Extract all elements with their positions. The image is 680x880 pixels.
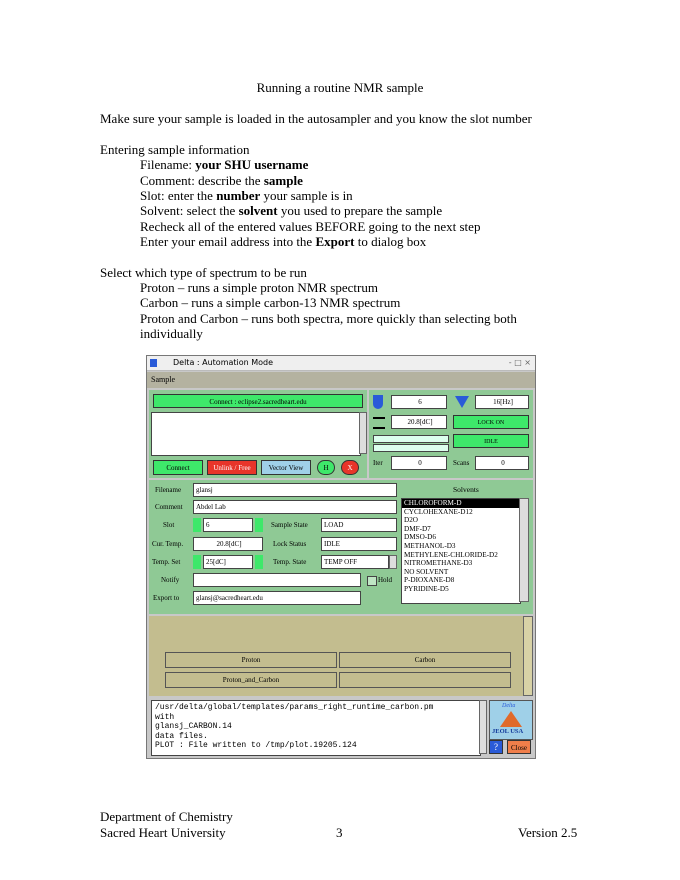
- temp-set-decrement[interactable]: [193, 555, 201, 569]
- proton-button[interactable]: Proton: [165, 652, 337, 668]
- log-line: PLOT : File written to /tmp/plot.19205.124: [155, 741, 357, 750]
- entering-line: Solvent: select the solvent you used to prepare the sample: [140, 203, 443, 218]
- spin-rate: 16[Hz]: [475, 395, 529, 409]
- delta-automation-window: [146, 355, 536, 759]
- filename-input[interactable]: glansj: [193, 483, 397, 497]
- temp-state-spinner[interactable]: [389, 555, 397, 569]
- solvents-scrollbar[interactable]: [519, 498, 529, 602]
- green-icon-button[interactable]: H: [317, 460, 335, 475]
- connect-button[interactable]: Connect: [153, 460, 203, 475]
- temp-display: 20.8[dC]: [391, 415, 447, 429]
- slot-decrement[interactable]: [193, 518, 201, 532]
- notify-input[interactable]: [193, 573, 361, 587]
- comment-label: Comment: [155, 503, 183, 511]
- jeol-logo: [489, 700, 533, 740]
- experiment-panel: [149, 616, 533, 696]
- hold-label: Hold: [378, 576, 392, 584]
- window-controls[interactable]: - □ ×: [508, 358, 531, 367]
- connect-log: [151, 412, 361, 456]
- solvents-title: Solvents: [453, 485, 479, 494]
- sample-form-panel: [149, 480, 533, 614]
- footer-version: Version 2.5: [518, 825, 578, 840]
- solvent-item[interactable]: PYRIDINE-D5: [404, 584, 449, 593]
- menu-sample[interactable]: Sample: [151, 375, 175, 384]
- solvent-item[interactable]: NO SOLVENT: [404, 567, 449, 576]
- lock-status-label: Lock Status: [273, 540, 307, 548]
- log-line: glansj_CARBON.14: [155, 722, 232, 731]
- window-titlebar: [147, 356, 535, 371]
- lock-on-indicator: LOCK ON: [453, 415, 529, 429]
- select-line: Proton – runs a simple proton NMR spectrum: [140, 280, 378, 295]
- footer-department: Department of Chemistry: [100, 809, 233, 824]
- temp-state-label: Temp. State: [273, 558, 307, 566]
- entering-line: Recheck all of the entered values BEFORE going to the next step: [140, 219, 481, 234]
- spinner-icon: [455, 396, 469, 408]
- temp-set-input[interactable]: 25[dC]: [203, 555, 253, 569]
- footer-university: Sacred Heart University: [100, 825, 226, 840]
- filename-label: Filename: [155, 486, 182, 494]
- entering-line: Filename: your SHU username: [140, 157, 309, 172]
- export-input[interactable]: glansj@sacredheart.edu: [193, 591, 361, 605]
- triangle-logo-icon: [500, 711, 522, 727]
- connect-status: Connect : eclipse2.sacredheart.edu: [153, 394, 363, 408]
- spin-value: 6: [391, 395, 447, 409]
- solvent-item[interactable]: DMSO-D6: [404, 533, 436, 542]
- menu-bar: [147, 372, 535, 388]
- log-line: with: [155, 712, 175, 722]
- hold-checkbox[interactable]: [367, 576, 377, 586]
- log-output: [151, 700, 481, 756]
- comment-input[interactable]: Abdel Lab: [193, 500, 397, 514]
- window-title: Delta : Automation Mode: [173, 358, 274, 367]
- connect-log-scrollbar[interactable]: [359, 412, 367, 454]
- export-label: Export to: [153, 594, 180, 602]
- select-line: Proton and Carbon – runs both spectra, more quickly than selecting both: [140, 311, 517, 326]
- cur-temp-value: 20.8[dC]: [193, 537, 263, 551]
- proton-and-carbon-button[interactable]: Proton_and_Carbon: [165, 672, 337, 688]
- scans-label: Scans: [453, 459, 470, 467]
- solvent-item[interactable]: D2O: [404, 516, 418, 525]
- level-meter-2: [373, 444, 449, 452]
- temp-set-label: Temp. Set: [152, 558, 181, 566]
- app-icon: [150, 359, 157, 367]
- flask-icon: [373, 395, 383, 409]
- solvent-item[interactable]: P-DIOXANE-D8: [404, 576, 455, 585]
- status-panel: [369, 390, 533, 478]
- solvent-item[interactable]: CYCLOHEXANE-D12: [404, 507, 473, 516]
- red-icon-button[interactable]: X: [341, 460, 359, 475]
- entering-line: Slot: enter the number your sample is in: [140, 188, 353, 203]
- carbon-button[interactable]: Carbon: [339, 652, 511, 668]
- close-button[interactable]: Close: [507, 740, 531, 754]
- help-button[interactable]: ?: [489, 740, 503, 754]
- empty-experiment-button[interactable]: [339, 672, 511, 688]
- unlink-free-button[interactable]: Unlink / Free: [207, 460, 257, 475]
- log-line: data files.: [155, 731, 208, 741]
- iter-label: Iter: [373, 459, 383, 467]
- log-line: /usr/delta/global/templates/params_right_runtime_carbon.pm: [155, 703, 434, 712]
- log-panel: [149, 698, 533, 756]
- log-scrollbar[interactable]: [479, 700, 487, 754]
- cur-temp-label: Cur. Temp.: [152, 540, 184, 548]
- vector-view-button[interactable]: Vector View: [261, 460, 311, 475]
- select-line: Carbon – runs a simple carbon-13 NMR spectrum: [140, 295, 401, 310]
- intro-text: Make sure your sample is loaded in the autosampler and you know the slot number: [100, 111, 532, 126]
- level-meter-1: [373, 435, 449, 443]
- slot-increment[interactable]: [255, 518, 263, 532]
- select-line: individually: [140, 326, 203, 341]
- temp-icon: [373, 417, 385, 429]
- lock-status-value: IDLE: [321, 537, 397, 551]
- entering-heading: Entering sample information: [100, 142, 250, 157]
- solvent-item[interactable]: METHANOL-D3: [404, 541, 456, 550]
- sample-state-value: LOAD: [321, 518, 397, 532]
- slot-label: Slot: [163, 521, 175, 529]
- idle-indicator: IDLE: [453, 434, 529, 448]
- page-title: Running a routine NMR sample: [256, 80, 424, 95]
- page-number: 3: [336, 825, 343, 840]
- solvent-item[interactable]: DMF-D7: [404, 524, 431, 533]
- entering-line: Enter your email address into the Export to dialog box: [140, 234, 427, 249]
- temp-state-select[interactable]: TEMP OFF: [321, 555, 389, 569]
- solvents-list[interactable]: [401, 498, 521, 604]
- temp-set-increment[interactable]: [255, 555, 263, 569]
- scans-value: 0: [475, 456, 529, 470]
- solvent-item[interactable]: CHLOROFORM-D: [402, 499, 520, 508]
- entering-line: Comment: describe the sample: [140, 173, 303, 188]
- select-heading: Select which type of spectrum to be run: [100, 265, 307, 280]
- sample-state-label: Sample State: [271, 521, 308, 529]
- connect-panel: [149, 390, 367, 478]
- notify-label: Notify: [161, 576, 180, 584]
- logo-tag: Delta: [502, 703, 516, 709]
- experiment-scrollbar[interactable]: [523, 616, 533, 696]
- solvent-item[interactable]: NITROMETHANE-D3: [404, 559, 473, 568]
- solvent-item[interactable]: METHYLENE-CHLORIDE-D2: [404, 550, 498, 559]
- slot-input[interactable]: 6: [203, 518, 253, 532]
- iter-value: 0: [391, 456, 447, 470]
- logo-text: JEOL USA: [492, 728, 524, 735]
